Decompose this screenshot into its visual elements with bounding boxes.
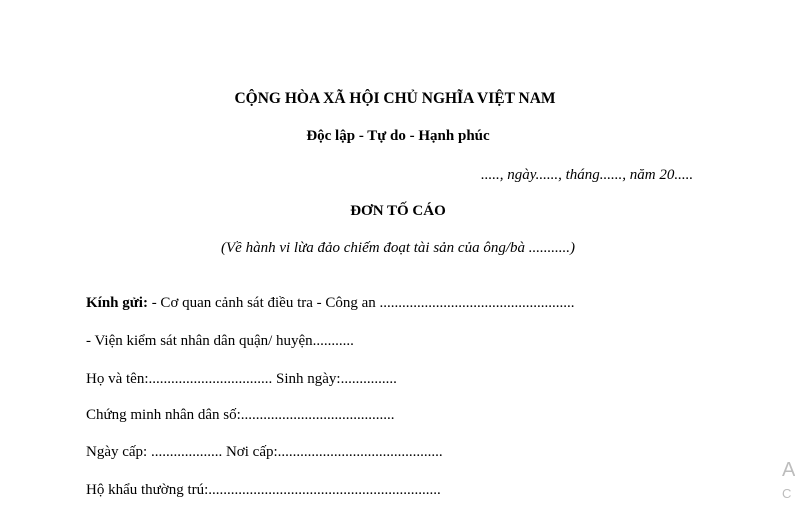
recipient-label: Kính gửi: xyxy=(86,295,148,311)
date-line: ....., ngày......, tháng......, năm 20..... xyxy=(481,167,694,183)
edge-watermark-glyph-small: C xyxy=(782,486,792,501)
name-birthdate-line: Họ và tên:................................. Sinh ngày:............... xyxy=(86,371,397,387)
recipient-police: - Cơ quan cảnh sát điều tra - Công an .................................................... xyxy=(147,295,575,311)
id-number-line: Chứng minh nhân dân số:......................................... xyxy=(86,407,395,423)
document-title: ĐƠN TỐ CÁO xyxy=(350,203,446,219)
recipient-line-1 xyxy=(86,294,575,312)
nation-heading: CỘNG HÒA XÃ HỘI CHỦ NGHĨA VIỆT NAM xyxy=(234,90,556,107)
residence-line: Hộ khẩu thường trú:.............................................................. xyxy=(86,482,441,498)
motto-heading: Độc lập - Tự do - Hạnh phúc xyxy=(306,128,490,144)
edge-watermark-glyph: A xyxy=(782,459,795,481)
recipient-line-2: - Viện kiểm sát nhân dân quận/ huyện........... xyxy=(86,333,354,349)
document-subtitle: (Về hành vi lừa đảo chiếm đoạt tài sản của ông/bà ...........) xyxy=(221,240,575,256)
issue-date-place-line: Ngày cấp: ................... Nơi cấp:............................................ xyxy=(86,444,443,460)
